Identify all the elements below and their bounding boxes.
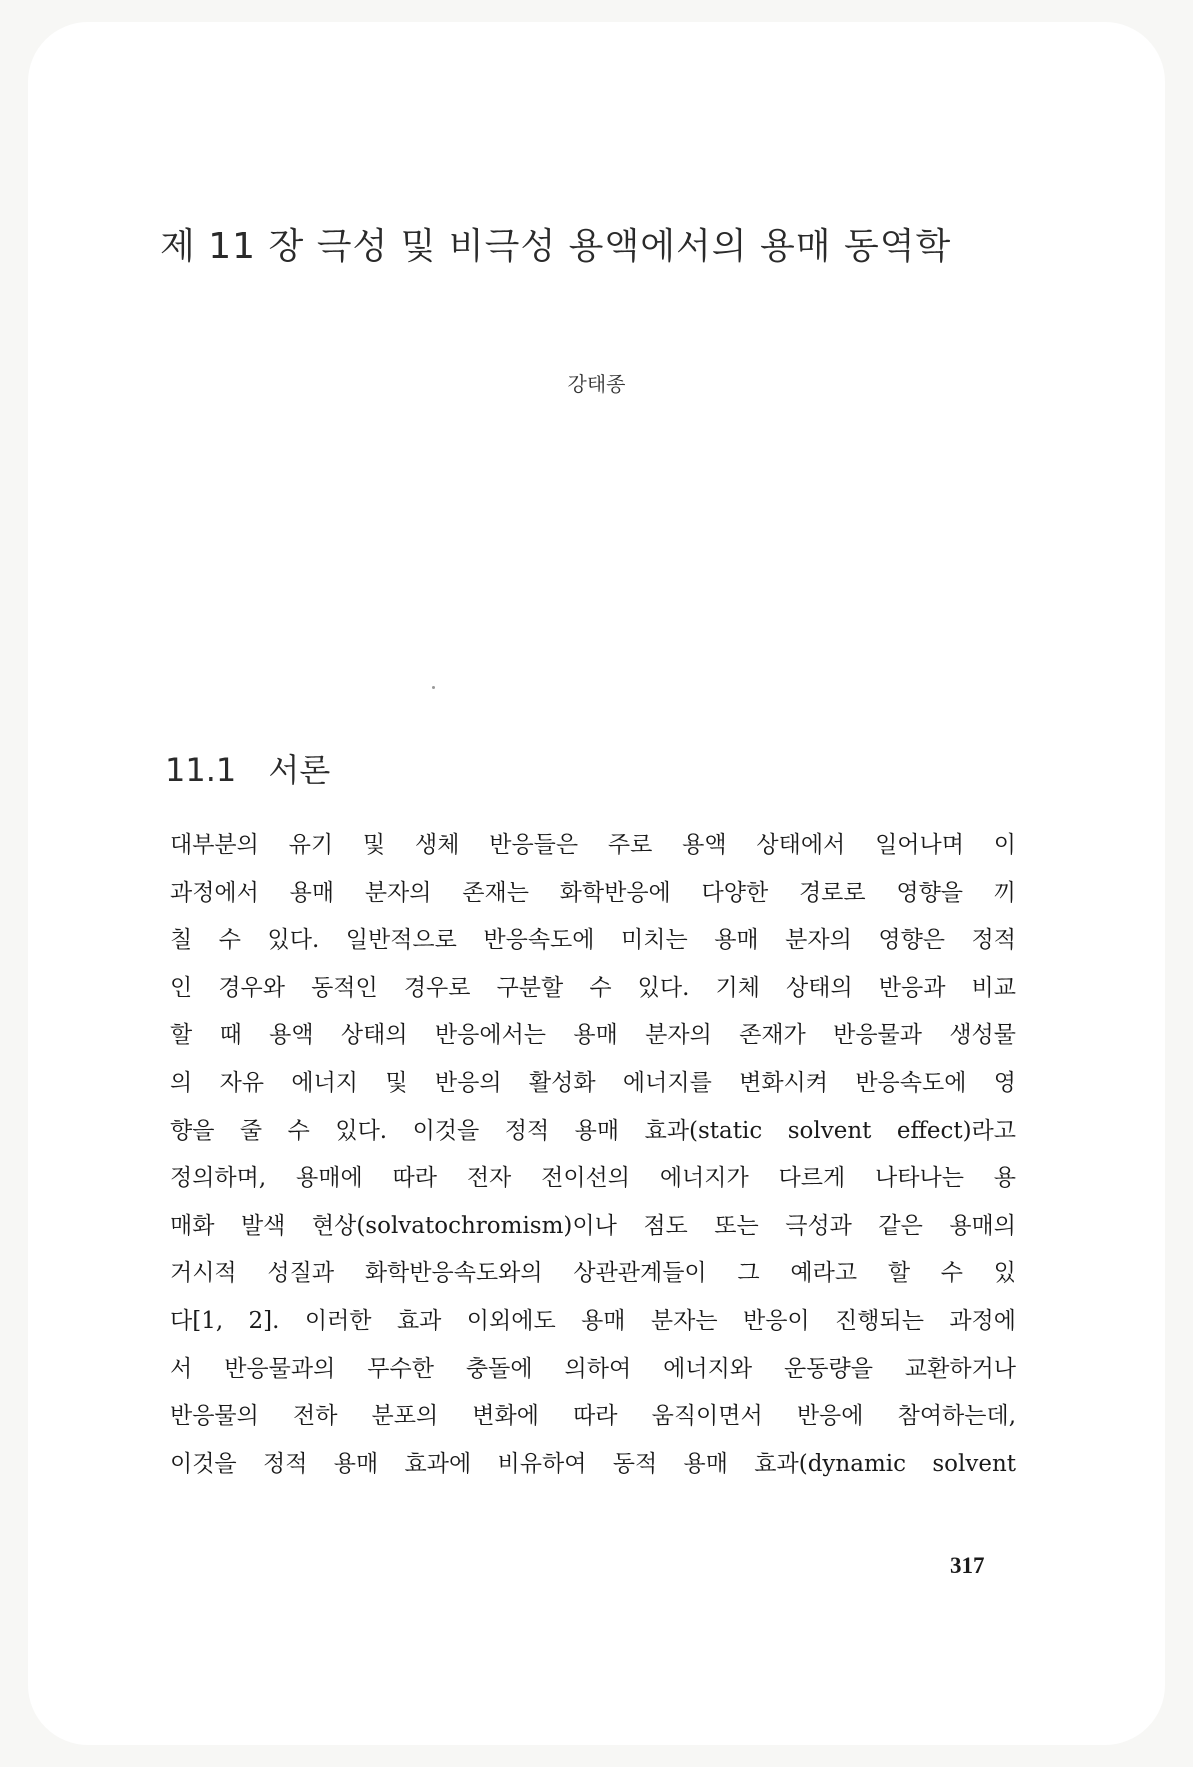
body-line: 과정에서 용매 분자의 존재는 화학반응에 다양한 경로로 영향을 끼 [170,879,1016,906]
body-line: 인 경우와 동적인 경우로 구분할 수 있다. 기체 상태의 반응과 비교 [170,974,1016,1001]
body-line: 서 반응물과의 무수한 충돌에 의하여 에너지와 운동량을 교환하거나 [170,1355,1016,1382]
body-line: 칠 수 있다. 일반적으로 반응속도에 미치는 용매 분자의 영향은 정적 [170,927,1016,954]
body-line: 정의하며, 용매에 따라 전자 전이선의 에너지가 다르게 나타나는 용 [170,1165,1016,1192]
body-line: 대부분의 유기 및 생체 반응들은 주로 용액 상태에서 일어나며 이 [170,832,1016,858]
section-number: 11.1 [165,751,237,789]
author-name: 강태종 [567,372,626,396]
body-line: 반응물의 전하 분포의 변화에 따라 움직이면서 반응에 참여하는데, [170,1403,1016,1430]
body-line: 의 자유 에너지 및 반응의 활성화 에너지를 변화시켜 반응속도에 영 [170,1069,1016,1096]
section-title: 서론 [268,751,331,789]
body-line: 매화 발색 현상(solvatochromism)이나 점도 또는 극성과 같은 용매의 [170,1212,1016,1239]
body-line: 이것을 정적 용매 효과에 비유하여 동적 용매 효과(dynamic solvent [170,1450,1016,1477]
section-heading [165,745,330,791]
body-line: 할 때 용액 상태의 반응에서는 용매 분자의 존재가 반응물과 생성물 [170,1022,1016,1049]
chapter-title: 제 11 장 극성 및 비극성 용액에서의 용매 동역학 [160,226,952,267]
scan-speck [432,686,435,689]
body-line: 다[1, 2]. 이러한 효과 이외에도 용매 분자는 반응이 진행되는 과정에 [170,1307,1016,1334]
page-number: 317 [950,1553,985,1578]
body-line: 향을 줄 수 있다. 이것을 정적 용매 효과(static solvent effect)라고 [170,1117,1016,1144]
body-paragraph [170,822,1016,1488]
body-line: 거시적 성질과 화학반응속도와의 상관관계들이 그 예라고 할 수 있 [170,1260,1016,1287]
